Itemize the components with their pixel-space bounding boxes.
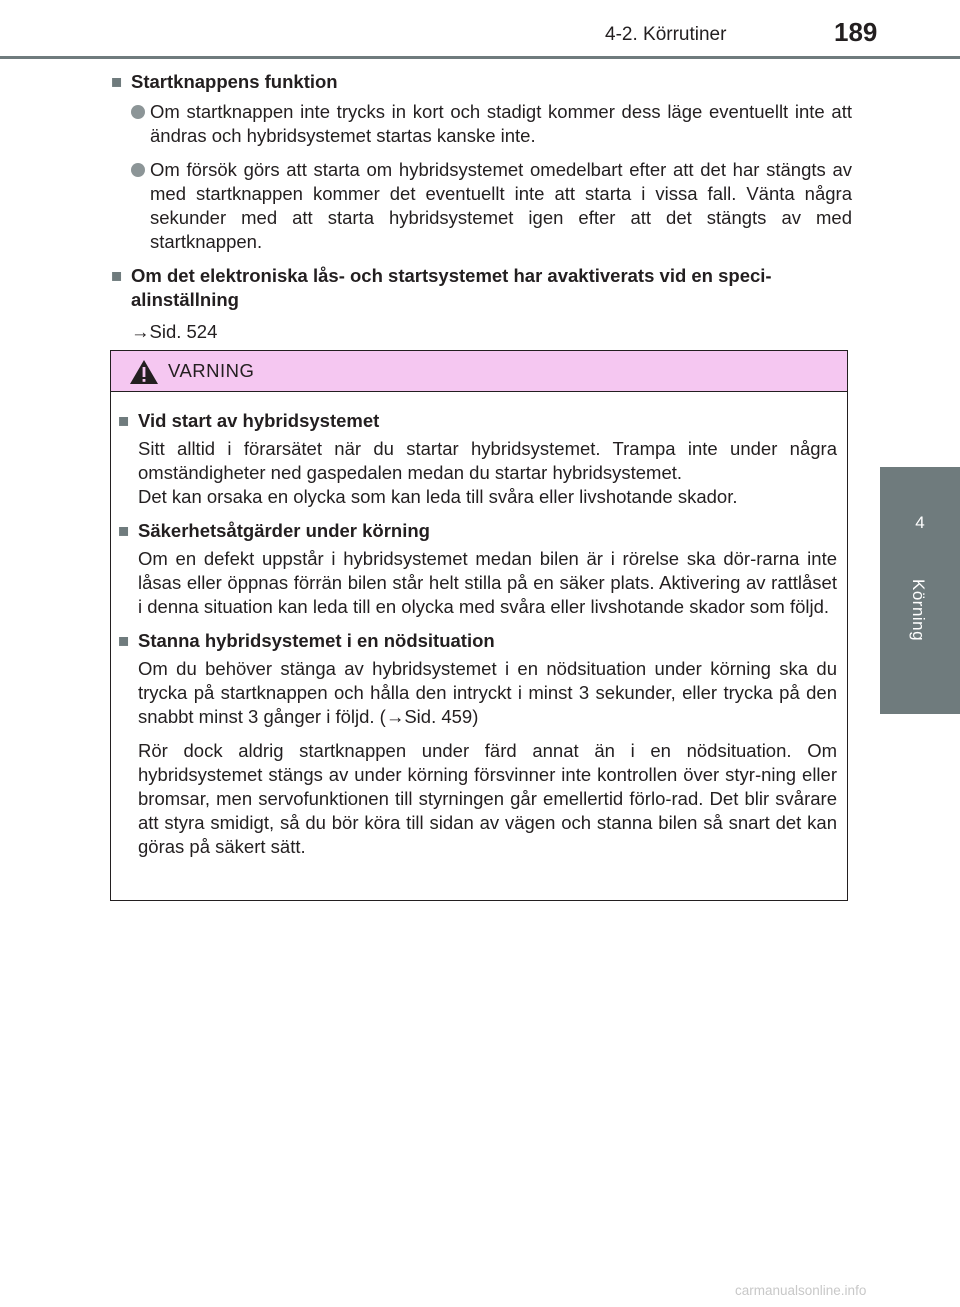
- list-item-text: Om startknappen inte trycks in kort och stadigt kommer dess läge eventuellt inte att ändras och hybridsystemet startas kanske inte.: [150, 101, 852, 146]
- warning-body: [118, 409, 837, 869]
- section-heading-text: Startknappens funktion: [131, 71, 338, 92]
- page-number: 189: [834, 17, 878, 47]
- warning-header: [111, 351, 847, 392]
- circle-bullet-icon: [131, 163, 145, 177]
- header-rule: [0, 56, 960, 59]
- watermark: carmanualsonline.info: [735, 1283, 867, 1298]
- chapter-label: Körning: [909, 579, 928, 642]
- warning-paragraph: [118, 437, 837, 509]
- main-content: [111, 70, 852, 344]
- section-heading-text: Om det elektroniska lås- och startsystemet har avaktiverats vid en speci-alinställning: [131, 265, 772, 310]
- list-item-text: Om försök görs att starta om hybridsystemet omedelbart efter att det har stängts av med startknappen kommer det eventuellt inte att starta i vissa fall. Vänta några sekunder med att starta hybridsystemet igen efter att det stängts av med startknappen.: [150, 159, 852, 252]
- warning-triangle-icon: [129, 359, 159, 390]
- page-reference-link[interactable]: →Sid. 524: [131, 321, 218, 342]
- square-bullet-icon: ■: [118, 630, 130, 651]
- warning-paragraph-line: Det kan orsaka en olycka som kan leda till svåra eller livshotande skador.: [138, 486, 738, 507]
- warning-title: VARNING: [168, 360, 255, 381]
- warning-paragraph: Om en defekt uppstår i hybridsystemet medan bilen är i rörelse ska dör-rarna inte låsas eller öppnas förrän bilen står helt stilla på en säker plats. Aktivering av rattlåset i denna situation kan leda till en olycka med svåra eller livshotande skador som följd.: [138, 548, 837, 617]
- chapter-side-tab[interactable]: [880, 467, 960, 714]
- chapter-number: 4: [915, 513, 925, 532]
- warning-box: [110, 350, 848, 901]
- warning-paragraph: Om du behöver stänga av hybridsystemet i en nödsituation under körning ska du trycka på startknappen och hålla den intryckt i minst 3 sekunder, eller trycka på den snabbt minst 3 gånger i följd. (→Sid. 459): [138, 658, 837, 727]
- square-bullet-icon: ■: [118, 520, 130, 541]
- warning-item-heading-text: Vid start av hybridsystemet: [138, 410, 380, 431]
- page-header-section: 4-2. Körrutiner: [605, 24, 727, 45]
- list-item: [111, 158, 852, 254]
- square-bullet-icon: ■: [111, 265, 123, 286]
- warning-paragraph-line: Sitt alltid i förarsätet när du startar hybridsystemet. Trampa inte under några omständigheter ned gaspedalen medan du startar hybridsystemet.: [138, 438, 837, 483]
- circle-bullet-icon: [131, 105, 145, 119]
- square-bullet-icon: ■: [111, 71, 123, 92]
- warning-item-heading-text: Säkerhetsåtgärder under körning: [138, 520, 430, 541]
- warning-paragraph: Rör dock aldrig startknappen under färd annat än i en nödsituation. Om hybridsystemet stängs av under körning försvinner inte kontrollen över styr-ning eller bromsar, men servofunktionen till styrningen går emellertid förlo-rad. Det blir svårare att styra smidigt, så du bör köra till sidan av vägen och stanna bilen så snart det kan göras på säkert sätt.: [138, 740, 837, 857]
- warning-item-heading: [118, 629, 837, 653]
- list-item: [111, 100, 852, 148]
- section-heading: [111, 70, 852, 94]
- section-heading: [111, 264, 852, 312]
- warning-item-heading: [118, 519, 837, 543]
- warning-item-heading-text: Stanna hybridsystemet i en nödsituation: [138, 630, 495, 651]
- square-bullet-icon: ■: [118, 410, 130, 431]
- warning-item-heading: [118, 409, 837, 433]
